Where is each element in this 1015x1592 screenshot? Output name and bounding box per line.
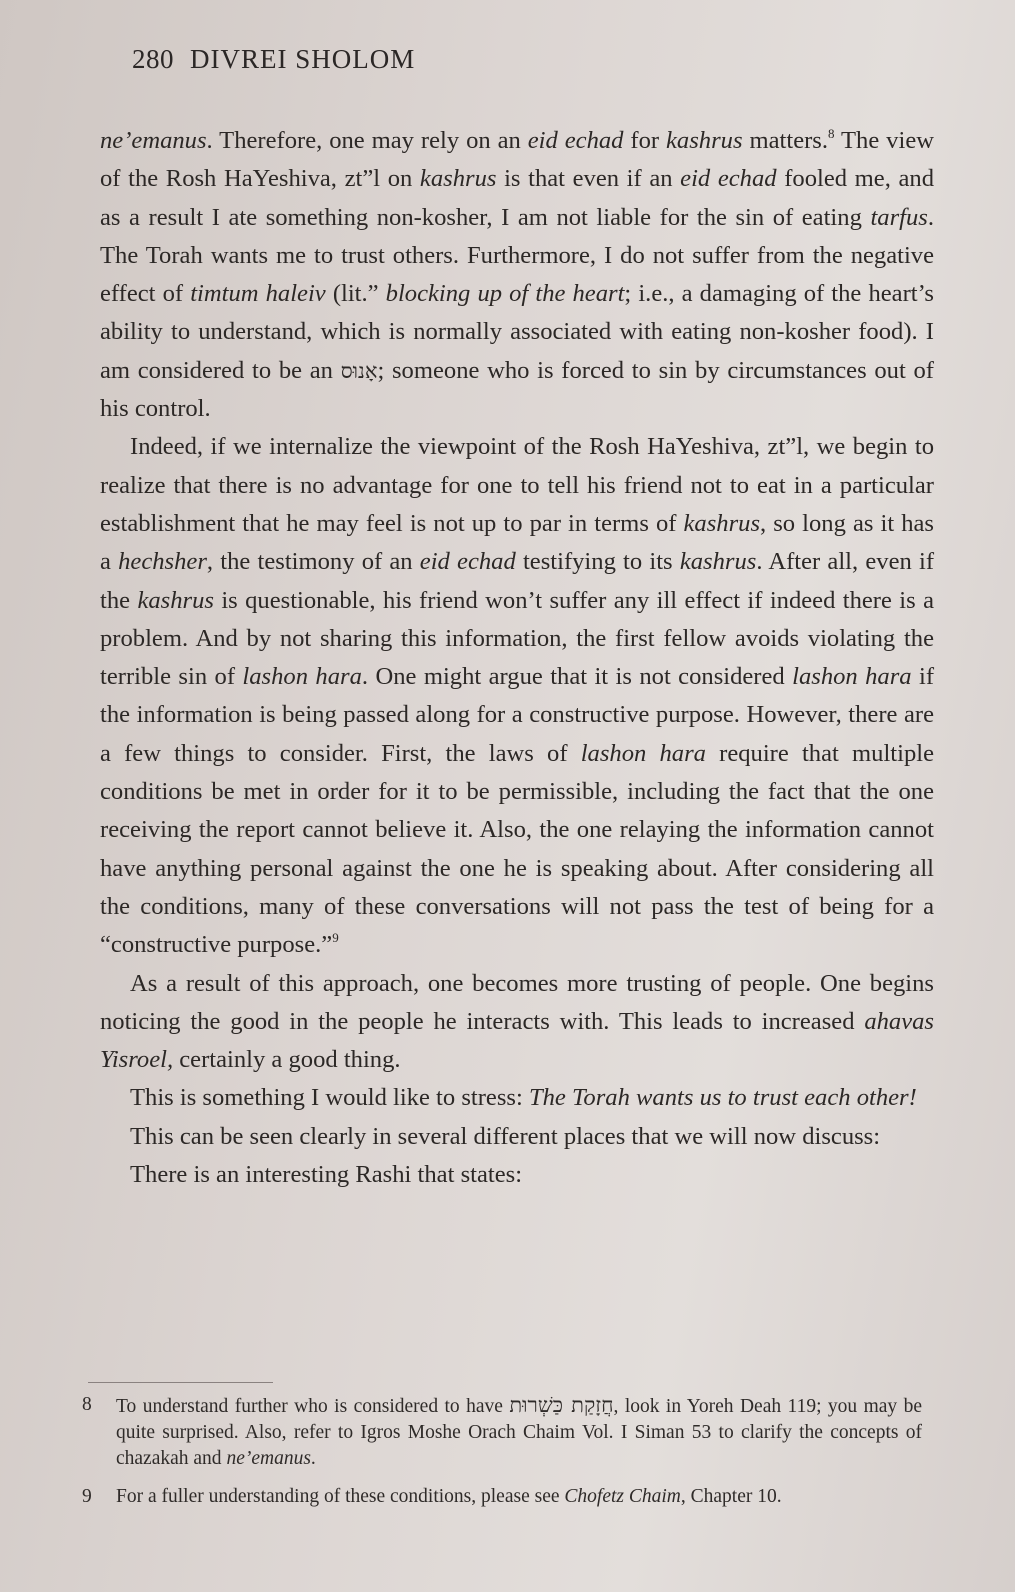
italic-term: timtum haleiv — [190, 280, 326, 308]
text-run: . The Torah wants me to trust others. Furthermore, I do not suffer from the negative effect of — [100, 203, 934, 308]
text-run: is questionable, his friend won’t suffer any ill effect if indeed there is a problem. And by not sharing this information, the first fellow avoids violating the terrible sin of — [100, 586, 934, 691]
text-run: This is something I would like to stress: — [130, 1084, 529, 1112]
italic-term: hechsher — [118, 548, 207, 576]
footnote-number: 8 — [82, 1394, 92, 1415]
paragraph-3 — [100, 965, 934, 1080]
text-run: matters. — [742, 127, 829, 154]
main-text — [100, 122, 934, 1194]
italic-term: eid echad — [419, 548, 516, 576]
text-run: Indeed, if we internalize the viewpoint of the Rosh HaYeshiva, zt”l, we begin to realize that there is no advantage for one to tell his friend not to eat in a particular establishment that he may feel is not up to par in terms of — [100, 433, 934, 537]
book-title: DIVREI SHOLOM — [190, 44, 416, 74]
text-run: This can be seen clearly in several different places that we will now discuss: — [130, 1122, 881, 1150]
text-run: There is an interesting Rashi that states: — [130, 1161, 523, 1189]
text-run: is that even if an — [496, 165, 681, 193]
italic-term: ne’emanus — [226, 1448, 311, 1469]
text-run: . — [310, 1448, 316, 1469]
text-run: for — [623, 127, 667, 154]
running-header — [132, 44, 415, 75]
footnote-9 — [82, 1484, 922, 1510]
text-run: require that multiple conditions be met in order for it to be permissible, including the fact that the one receiving the report cannot believe it. Also, the one relaying the information cannot have anything personal against the one he is speaking about. After considering all the conditions, many of these conversations will not pass the test of being for a “constructive purpose.” — [100, 739, 935, 959]
text-run: ; i.e., a damaging of the heart’s ability to understand, which is normally associated with eating non-kosher food). I am considered to be an — [100, 280, 934, 384]
text-run: , Chapter 10. — [680, 1486, 782, 1507]
text-run: , look in Yoreh Deah 119; you may be quite surprised. Also, refer to Igros Moshe Orach Chaim Vol. I Siman 53 to clarify the concepts of chazakah and — [116, 1396, 922, 1469]
text-run: . After all, even if the — [100, 548, 935, 614]
italic-term: tarfus — [870, 203, 928, 231]
text-run: For a fuller understanding of these conditions, please see — [116, 1486, 565, 1507]
italic-term: kashrus — [683, 509, 761, 537]
italic-term: ne’emanus — [100, 127, 207, 154]
text-run: To understand further who is considered to have — [116, 1396, 510, 1417]
text-run: . Therefore, one may rely on an — [206, 127, 528, 154]
footnote-text — [116, 1484, 922, 1510]
hebrew-term: אָנוּס — [340, 358, 378, 383]
italic-term: lashon hara — [242, 663, 362, 691]
footnote-8 — [82, 1392, 922, 1472]
text-run: ; someone who is forced to sin by circumstances out of his control. — [100, 356, 934, 423]
text-run: testifying to its — [515, 548, 680, 576]
text-run: certainly a good thing. — [173, 1046, 401, 1074]
paragraph-2 — [100, 428, 934, 964]
paragraph-4 — [100, 1079, 934, 1117]
italic-term: ahavas Yisroel, — [100, 1007, 934, 1074]
text-run: The view of the Rosh HaYeshiva, zt”l on — [100, 127, 934, 193]
paragraph-1 — [100, 122, 934, 428]
footnotes — [82, 1392, 922, 1522]
footnote-divider — [88, 1382, 273, 1383]
text-run: , the testimony of an — [206, 548, 420, 576]
italic-term: lashon hara — [792, 663, 912, 691]
italic-term: eid echad — [680, 165, 777, 193]
text-run: As a result of this approach, one becomes more trusting of people. One begins noticing the good in the people he interacts with. This leads to increased — [100, 969, 934, 1035]
italic-term: kashrus — [419, 165, 497, 193]
italic-term: blocking up of the heart — [385, 280, 625, 308]
hebrew-term: חֲזָקַת כַּשְׁרוּת — [509, 1393, 614, 1417]
text-run: if the information is being passed along for a constructive purpose. However, there are a few things to consider. First, the laws of — [100, 663, 935, 767]
paragraph-6 — [100, 1156, 934, 1194]
italic-term: Chofetz Chaim — [564, 1486, 681, 1507]
italic-term: kashrus — [666, 127, 743, 154]
text-run: . One might argue that it is not considered — [361, 663, 793, 691]
paragraph-5 — [100, 1118, 934, 1156]
footnote-number: 9 — [82, 1486, 92, 1507]
text-run: (lit.” — [325, 280, 386, 308]
text-run: fooled me, and as a result I ate something non-kosher, I am not liable for the sin of eating — [100, 165, 934, 231]
footnote-ref-8[interactable]: 8 — [828, 126, 835, 141]
footnote-ref-9[interactable]: 9 — [332, 930, 339, 946]
footnote-text — [116, 1392, 922, 1472]
italic-term: lashon hara — [580, 739, 706, 767]
page-number: 280 — [132, 44, 174, 74]
italic-term: eid echad — [527, 127, 624, 154]
italic-emphasis: The Torah wants us to trust each other! — [528, 1084, 917, 1112]
text-run: , so long as it has a — [100, 509, 934, 576]
italic-term: kashrus — [137, 586, 214, 614]
italic-term: kashrus — [679, 548, 757, 576]
